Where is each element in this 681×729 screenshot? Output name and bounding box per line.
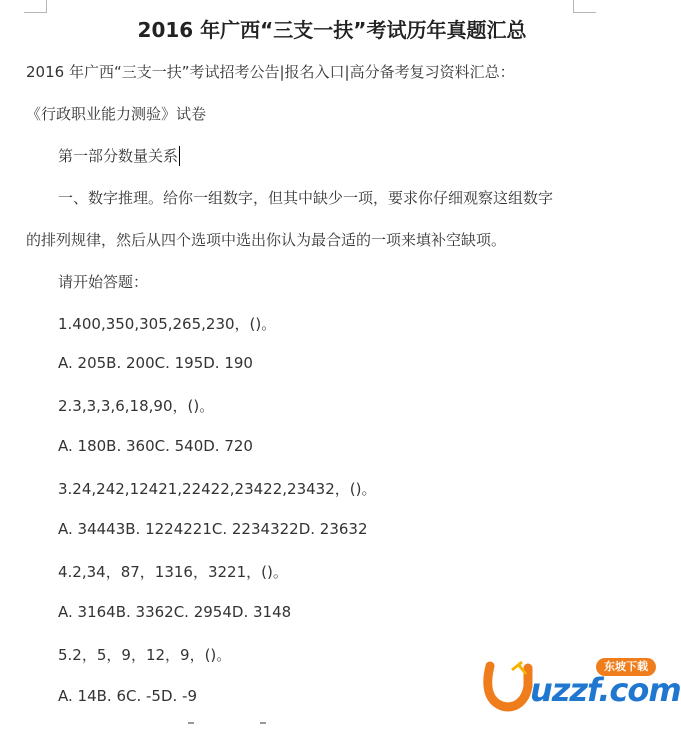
exam-name: 《行政职业能力测验》试卷 (26, 105, 207, 123)
document-title: 2016 年广西“三支一扶”考试历年真题汇总 (137, 18, 527, 42)
question-1: 1.400,350,305,265,230，()。 (58, 315, 277, 333)
question-1-options: A. 205B. 200C. 195D. 190 (58, 354, 253, 372)
instructions-line-2: 的排列规律，然后从四个选项中选出你认为最合适的一项来填补空缺项。 (26, 231, 507, 249)
bottom-mark (188, 722, 194, 724)
question-3: 3.24,242,12421,22422,23422,23432，()。 (58, 480, 377, 498)
page-bottom-marks (0, 718, 664, 729)
question-3-options: A. 34443B. 1224221C. 2234322D. 23632 (58, 520, 368, 538)
question-4-options: A. 3164B. 3362C. 2954D. 3148 (58, 603, 292, 621)
question-5-options: A. 14B. 6C. -5D. -9 (58, 687, 197, 705)
question-4: 4.2,34，87，1316，3221，()。 (58, 563, 288, 581)
page-corner-mark-left (24, 0, 47, 13)
watermark-logo-text: uzzf.com (530, 671, 681, 709)
uzzf-u-icon (482, 660, 530, 712)
text-cursor (179, 146, 180, 166)
bottom-mark (260, 722, 266, 724)
page-corner-mark-right (573, 0, 596, 13)
section-heading[interactable] (58, 146, 180, 166)
question-2-options: A. 180B. 360C. 540D. 720 (58, 437, 253, 455)
question-2: 2.3,3,3,6,18,90，()。 (58, 397, 215, 415)
question-5: 5.2，5，9，12，9，()。 (58, 646, 232, 664)
uzzf-watermark-logo (478, 658, 681, 718)
watermark-badge: 东坡下载 (596, 658, 656, 676)
section-heading-text: 第一部分数量关系 (58, 147, 179, 165)
instructions-line-1: 一、数字推理。给你一组数字，但其中缺少一项，要求你仔细观察这组数字 (58, 189, 554, 207)
document-subtitle: 2016 年广西“三支一扶”考试招考公告|报名入口|高分备考复习资料汇总： (26, 63, 515, 81)
answer-prompt: 请开始答题： (58, 273, 149, 291)
